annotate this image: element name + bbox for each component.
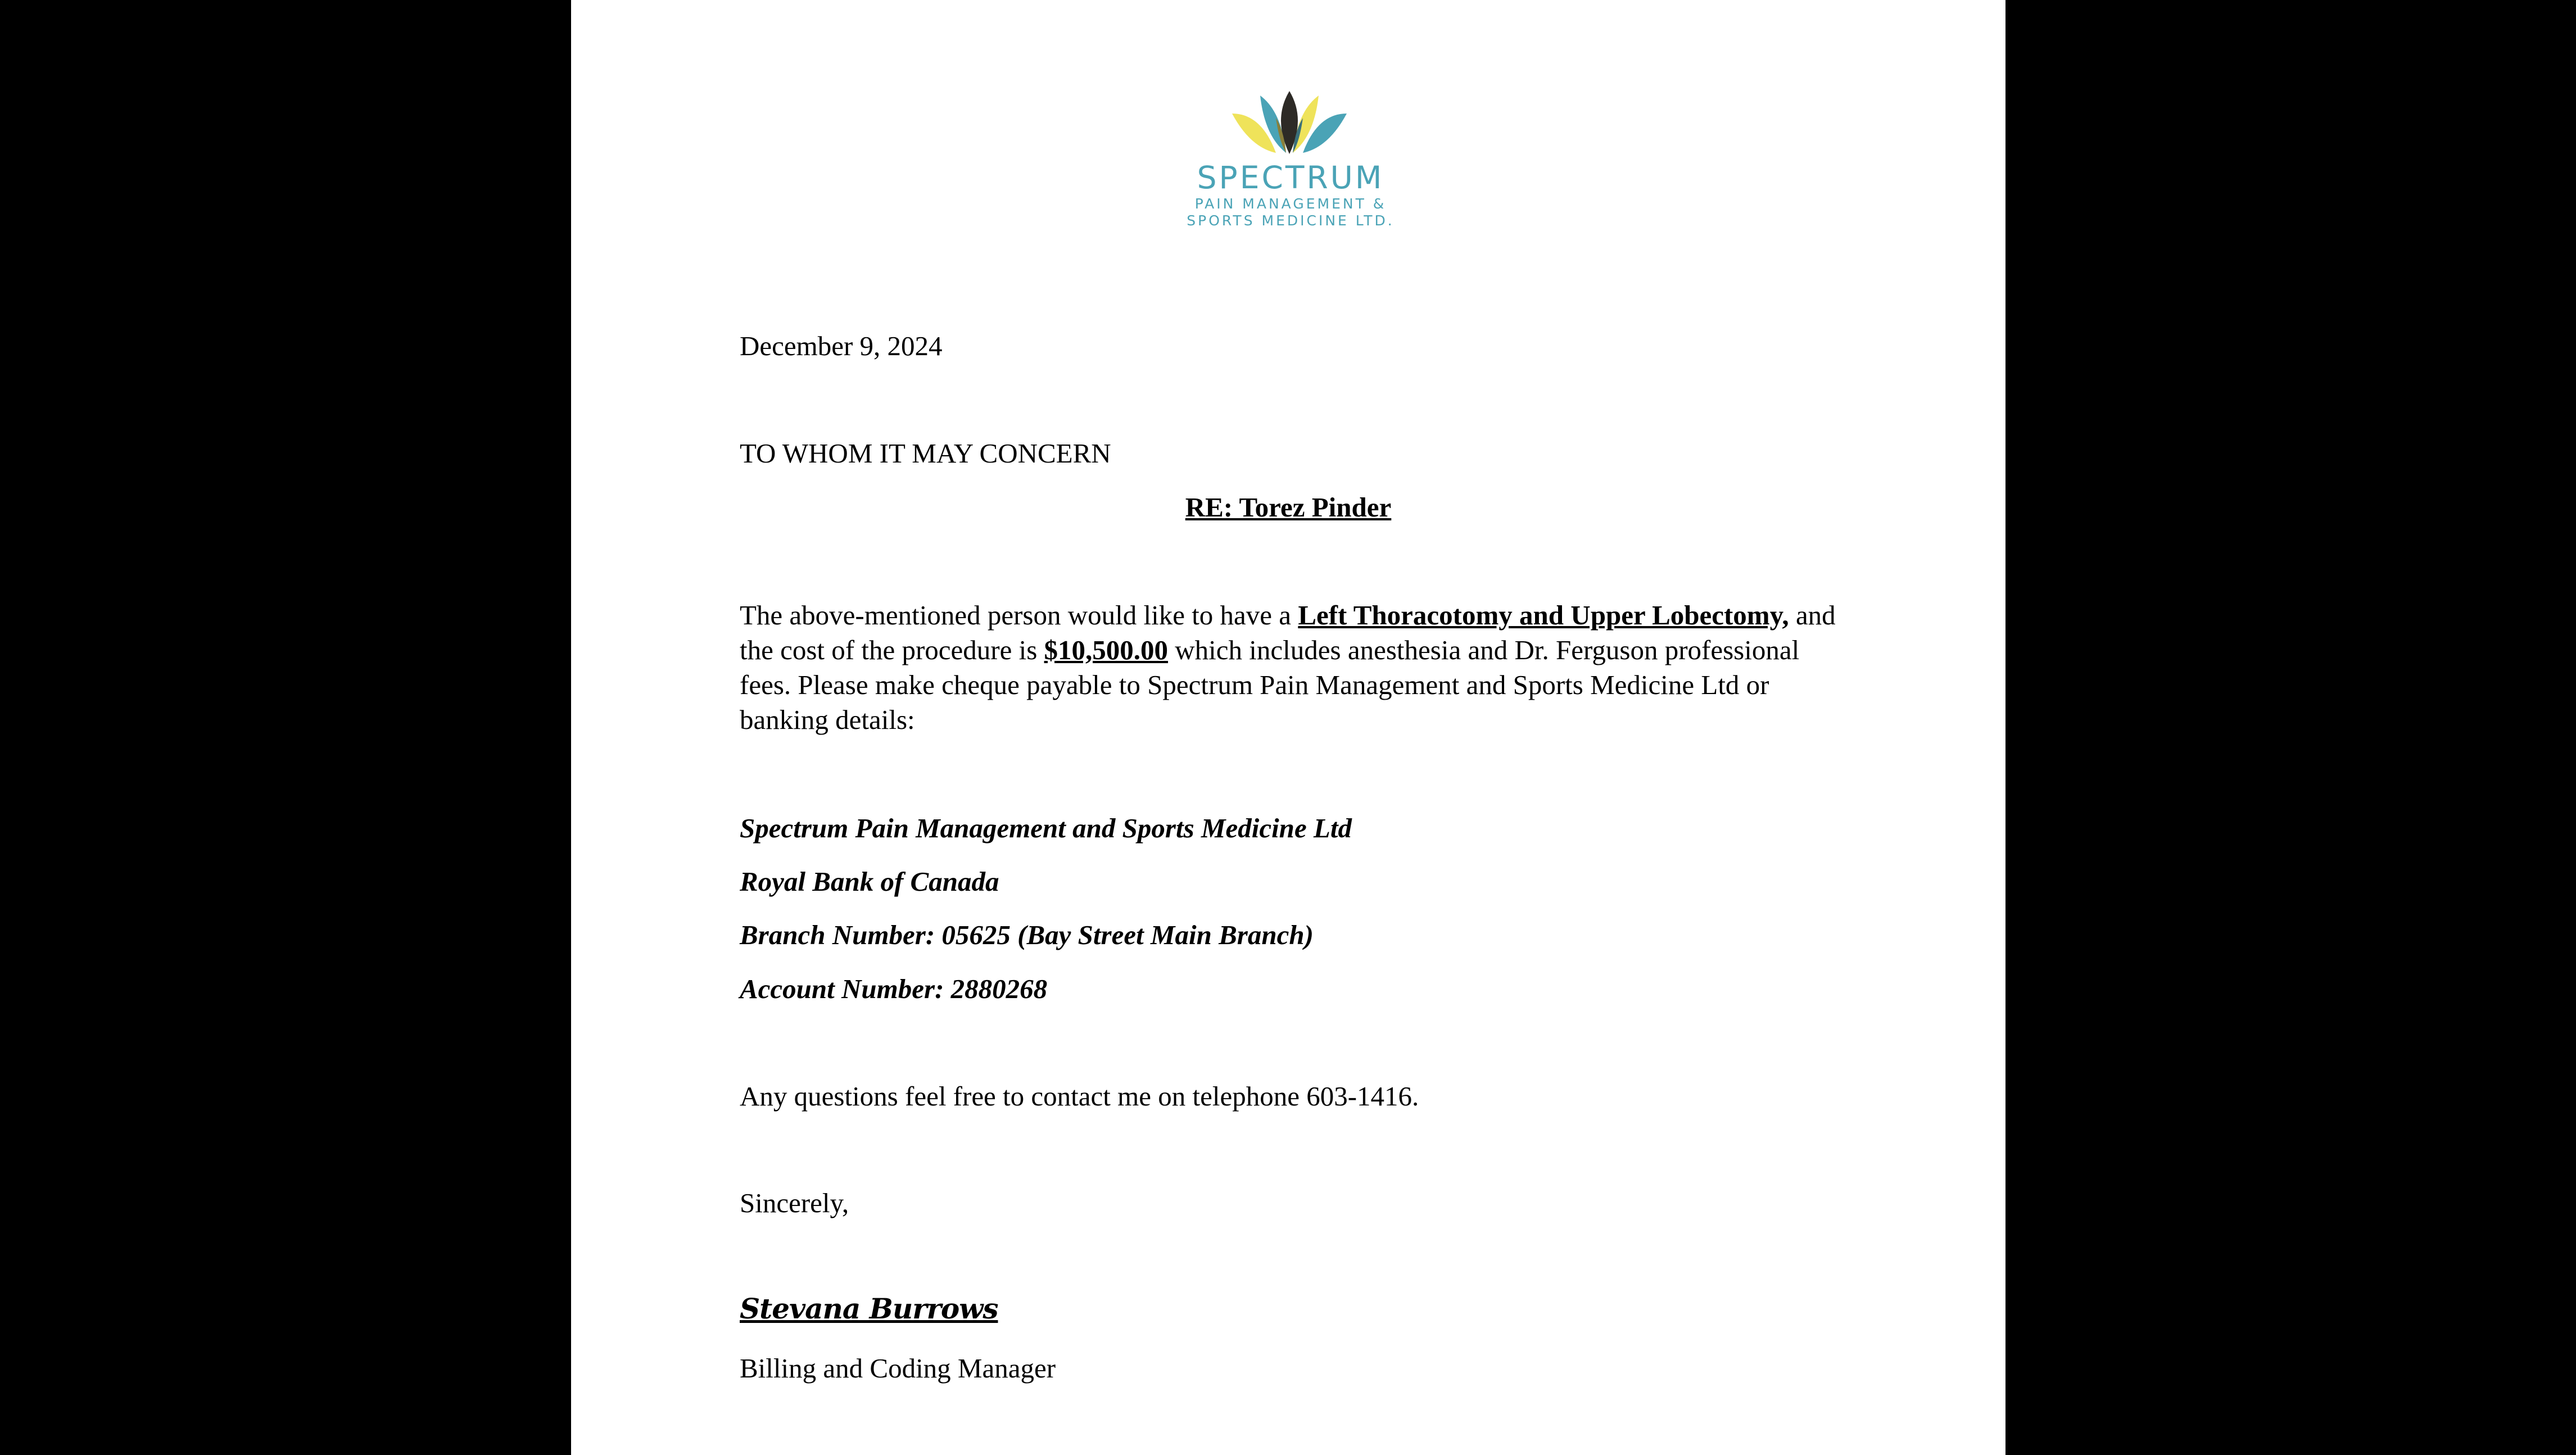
signer-title: Billing and Coding Manager	[740, 1353, 1056, 1384]
logo-tagline-line1: PAIN MANAGEMENT &	[1194, 196, 1387, 212]
signature: Stevana Burrows	[740, 1292, 998, 1325]
contact-line: Any questions feel free to contact me on telephone 603-1416.	[740, 1081, 1419, 1112]
re-line: RE: Torez Pinder	[1185, 492, 1392, 523]
company-logo	[1183, 91, 1398, 233]
procedure-name: Left Thoracotomy and Upper Lobectomy,	[1298, 600, 1789, 631]
logo-company-name: SPECTRUM	[1197, 160, 1384, 196]
salutation: TO WHOM IT MAY CONCERN	[740, 438, 1111, 469]
body-text-part1: The above-mentioned person would like to have a	[740, 600, 1298, 631]
bank-name: Royal Bank of Canada	[740, 866, 999, 897]
body-text-part3: which includes anesthesia and Dr. Ferguson professional fees. Please make cheque payable to Spectrum Pain Management and Sports Medicine Ltd or banking details:	[740, 634, 1800, 735]
bank-branch: Branch Number: 05625 (Bay Street Main Branch)	[740, 919, 1314, 950]
closing: Sincerely,	[740, 1187, 849, 1218]
body-text-part2: and the cost of the procedure is	[740, 600, 1836, 665]
letter-date: December 9, 2024	[740, 330, 943, 361]
bank-account: Account Number: 2880268	[740, 973, 1048, 1004]
body-paragraph	[740, 598, 1841, 737]
logo-tagline-line2: SPORTS MEDICINE LTD.	[1187, 212, 1395, 229]
letter-page	[571, 0, 2005, 1455]
bank-payee: Spectrum Pain Management and Sports Medicine Ltd	[740, 813, 1352, 844]
procedure-cost: $10,500.00	[1044, 634, 1169, 665]
lotus-logo-icon	[1228, 91, 1351, 158]
